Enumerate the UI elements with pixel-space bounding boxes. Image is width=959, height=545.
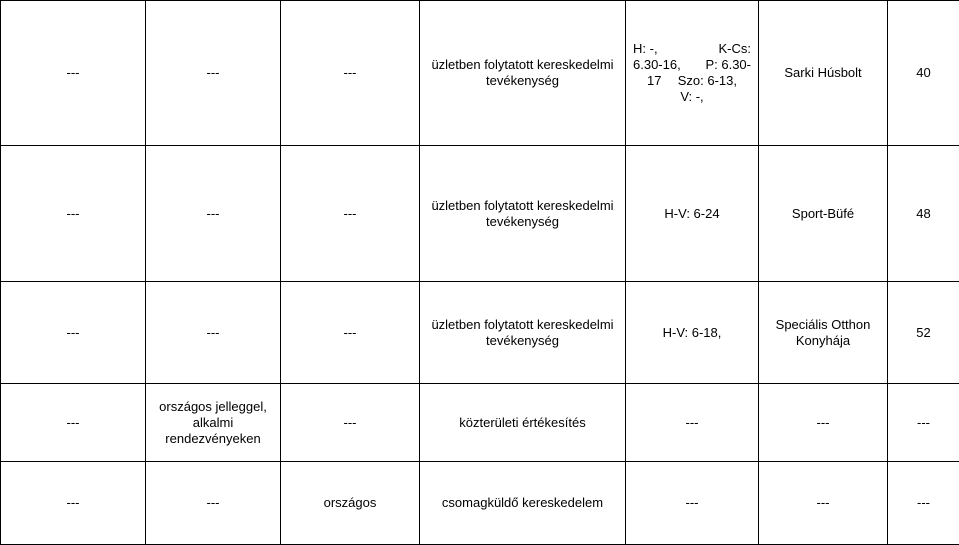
table-row (1, 1, 959, 146)
hours-line-left: 17 (647, 73, 661, 89)
cell-col2: --- (146, 146, 281, 282)
cell-number: 40 (888, 1, 959, 146)
table-row (1, 282, 959, 384)
cell-shop-name: Speciális Otthon Konyhája (759, 282, 888, 384)
cell-opening-hours (626, 1, 759, 146)
cell-number: --- (888, 462, 959, 545)
cell-col1: --- (1, 384, 146, 462)
cell-col1: --- (1, 282, 146, 384)
cell-shop-name: --- (759, 462, 888, 545)
cell-shop-name: Sport-Büfé (759, 146, 888, 282)
table-row (1, 384, 959, 462)
hours-line-right: V: -, (680, 89, 703, 104)
cell-shop-name: --- (759, 384, 888, 462)
cell-opening-hours: H-V: 6-18, (626, 282, 759, 384)
cell-opening-hours: H-V: 6-24 (626, 146, 759, 282)
cell-col2: --- (146, 462, 281, 545)
hours-line (633, 57, 751, 73)
cell-col2: --- (146, 282, 281, 384)
cell-activity: üzletben folytatott kereskedelmi tevékenység (420, 1, 626, 146)
hours-line-right: Szo: 6-13, (678, 73, 737, 89)
cell-col1: --- (1, 146, 146, 282)
table-row (1, 462, 959, 545)
cell-col3: --- (281, 1, 420, 146)
opening-hours-text (633, 41, 751, 105)
cell-col2: --- (146, 1, 281, 146)
cell-opening-hours: --- (626, 384, 759, 462)
cell-number: 52 (888, 282, 959, 384)
cell-col3: országos (281, 462, 420, 545)
cell-number: --- (888, 384, 959, 462)
cell-activity: közterületi értékesítés (420, 384, 626, 462)
hours-line-left: 6.30-16, (633, 57, 681, 73)
hours-line-right: P: 6.30- (705, 57, 751, 73)
cell-col3: --- (281, 282, 420, 384)
cell-col3: --- (281, 146, 420, 282)
cell-col1: --- (1, 1, 146, 146)
cell-col1: --- (1, 462, 146, 545)
cell-shop-name: Sarki Húsbolt (759, 1, 888, 146)
hours-line-left: H: -, (633, 41, 658, 57)
cell-activity: üzletben folytatott kereskedelmi tevékenység (420, 146, 626, 282)
table-row (1, 146, 959, 282)
hours-line (633, 89, 751, 105)
cell-col2: országos jelleggel, alkalmi rendezvényeken (146, 384, 281, 462)
hours-line (633, 41, 751, 57)
hours-line-right: K-Cs: (719, 41, 752, 57)
cell-activity: üzletben folytatott kereskedelmi tevékenység (420, 282, 626, 384)
cell-col3: --- (281, 384, 420, 462)
cell-activity: csomagküldő kereskedelem (420, 462, 626, 545)
cell-opening-hours: --- (626, 462, 759, 545)
cell-number: 48 (888, 146, 959, 282)
hours-line (633, 73, 751, 89)
